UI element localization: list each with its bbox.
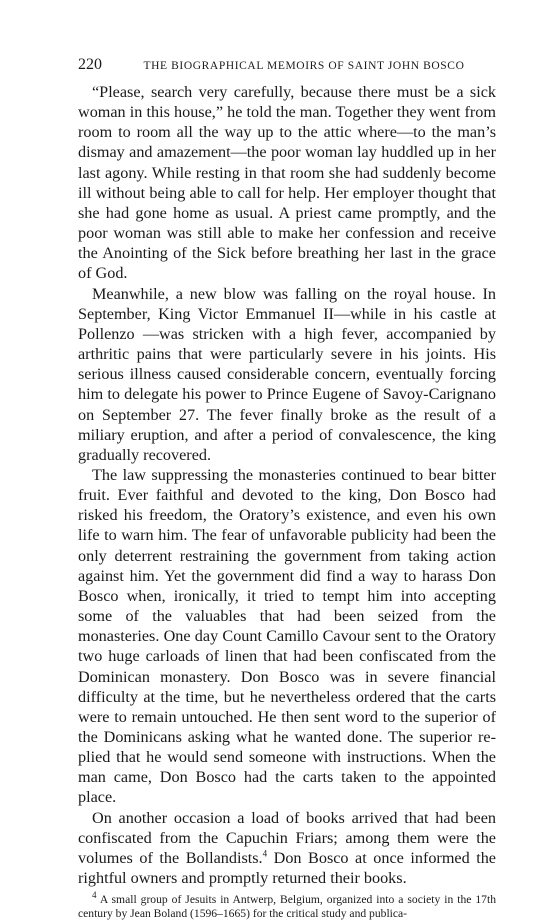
page-header [78,56,496,78]
paragraph-text-continued: Don Bosco at once informed the rightful owners and promptly returned their books. [78,848,496,888]
paragraph: The law suppressing the monasteries continued to bear bitter fruit. Ever faithful and devoted to the king, Don Bosco had risked his freedom, the Oratory’s existence, and even his own life to warn him. The fear of unfavorable publicity had been the only deterrent restraining the government from taking action against him. Yet the government did find a way to harass Don Bosco when, ironically, it tried to tempt him into accepting some of the valuables that had been seized from the monasteries. One day Count Camillo Cavour sent to the Oratory two huge carloads of linen that had been confiscated from the Dominican monastery. Don Bosco was in severe financial difficulty at the time, but he nevertheless ordered that the carts were to remain untouched. He then sent word to the superior of the Dominicans asking what he wanted done. The superior replied that he would send someone with instructions. When the man came, Don Bosco had the carts taken to the appointed place. [78,465,496,807]
footnote-text: A small group of Jesuits in Antwerp, Belgium, organized into a society in the 17th century by Jean Boland (1596–1665) for the critical study and publica- [78,893,496,921]
footnote-marker: 4 [92,890,97,901]
footnote [78,890,496,921]
footnotes [78,890,496,921]
page-number: 220 [78,56,102,73]
paragraph-text: On another occasion a load of books arrived that had been confiscated from the Capuchin Friars; among them were the volumes of the Bollandists. [78,808,496,867]
footnote-reference: 4 [262,848,268,859]
running-title: THE BIOGRAPHICAL MEMOIRS OF SAINT JOHN BOSCO [143,60,465,72]
main-text [78,82,496,888]
paragraph: “Please, search very carefully, because there must be a sick woman in this house,” he told the man. Together they went from room to room all the way up to the attic where—to the man’s dismay and amazement—the poor woman lay huddled up in her last agony. While resting in that room she had suddenly become ill without being able to call for help. Her employer thought that she had gone home as usual. A priest came promptly, and the poor woman was still able to make her confession and receive the Anointing of the Sick before breathing her last in the grace of God. [78,83,496,283]
paragraph: Meanwhile, a new blow was falling on the royal house. In September, King Victor Emmanuel II—while in his castle at Pollenzo —was stricken with a high fever, accompanied by arthritic pains that were particularly severe in his joints. His serious illness caused considerable concern, eventually forcing him to delegate his power to Prince Eugene of Savoy-Carignano on September 27. The fever finally broke as the result of a miliary eruption, and after a period of convalescence, the king gradually recovered. [78,284,496,464]
book-page [78,56,496,921]
paragraph [78,808,496,889]
